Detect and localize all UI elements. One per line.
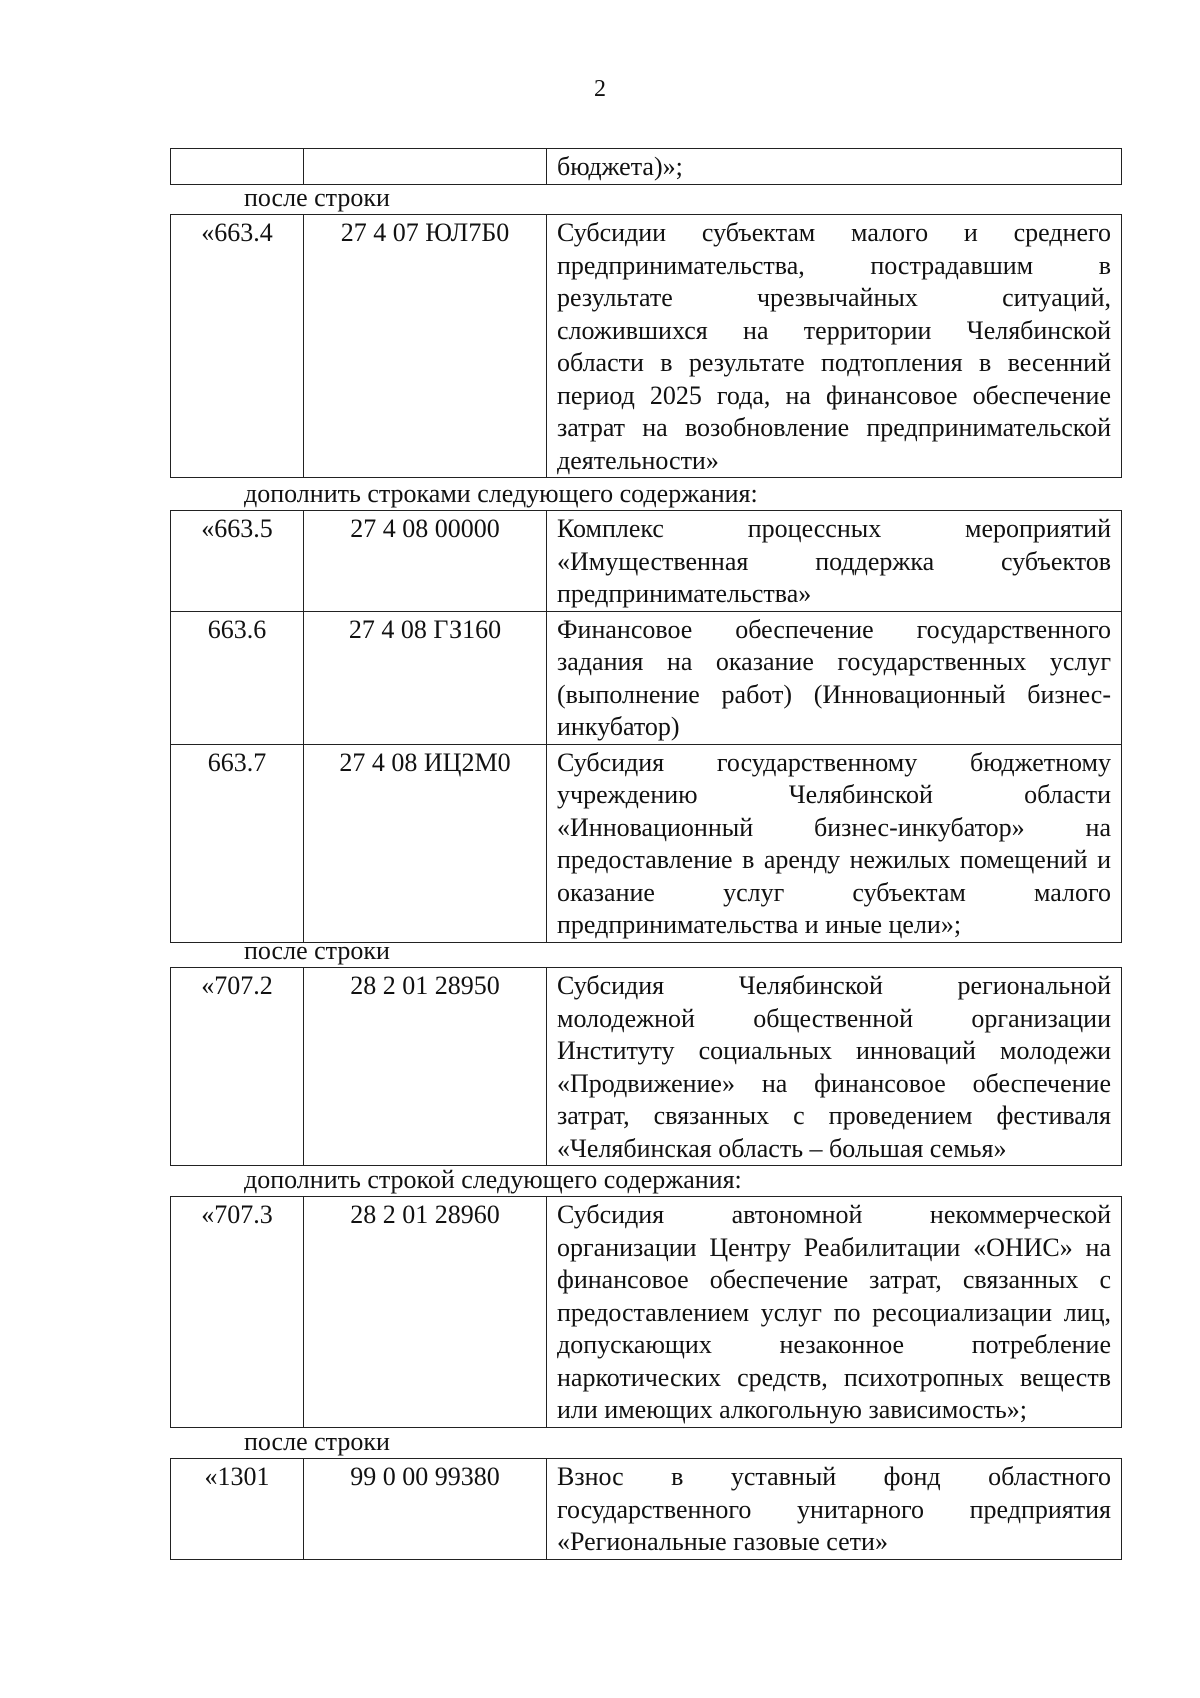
table-added-707-3 [170, 1196, 1122, 1428]
row-description-cell: Субсидии субъектам малого и среднего предпринимательства, пострадавшим в результате чрезвычайных ситуаций, сложившихся на территории Челябинской области в результате подтопления в весенний период 2025 года, на финансовое обеспечение затрат на возобновление предпринимательской деятельности» [547, 215, 1122, 478]
table-row [171, 1197, 1122, 1428]
row-description-cell: Финансовое обеспечение государственного задания на оказание государственных услуг (выполнение работ) (Инновационный бизнес-инкубатор) [547, 611, 1122, 744]
row-number-cell: «1301 [171, 1459, 304, 1560]
row-code-cell: 99 0 00 99380 [304, 1459, 547, 1560]
instruction-after-row: после строки [244, 183, 390, 212]
instruction-after-row: после строки [244, 1427, 390, 1456]
table-after-663-4 [170, 214, 1122, 478]
row-code-cell: 28 2 01 28950 [304, 968, 547, 1166]
row-code-cell: 28 2 01 28960 [304, 1197, 547, 1428]
table-row [171, 611, 1122, 744]
row-description-cell: Взнос в уставный фонд областного государственного унитарного предприятия «Региональные газовые сети» [547, 1459, 1122, 1560]
row-number-cell: «663.5 [171, 511, 304, 612]
row-description-cell: Субсидия государственному бюджетному учреждению Челябинской области «Инновационный бизнес-инкубатор» на предоставление в аренду нежилых помещений и оказание услуг субъектам малого предпринимательства и иные цели»; [547, 744, 1122, 942]
table-row [171, 511, 1122, 612]
row-code-cell: 27 4 07 ЮЛ7Б0 [304, 215, 547, 478]
row-code-cell: 27 4 08 ИЦ2М0 [304, 744, 547, 942]
row-description-cell: Комплекс процессных мероприятий «Имущественная поддержка субъектов предпринимательства» [547, 511, 1122, 612]
table-row [171, 744, 1122, 942]
row-code-cell: 27 4 08 00000 [304, 511, 547, 612]
instruction-after-row: после строки [244, 936, 390, 965]
row-number-cell [171, 149, 304, 185]
instruction-add-row: дополнить строкой следующего содержания: [244, 1165, 742, 1194]
row-number-cell: 663.7 [171, 744, 304, 942]
row-description-cell: Субсидия Челябинской региональной молодежной общественной организации Институту социальных инноваций молодежи «Продвижение» на финансовое обеспечение затрат, связанных с проведением фестиваля «Челябинская область – большая семья» [547, 968, 1122, 1166]
table-after-1301 [170, 1458, 1122, 1560]
row-description-cell: бюджета)»; [547, 149, 1122, 185]
row-code-cell: 27 4 08 ГЗ160 [304, 611, 547, 744]
table-after-707-2 [170, 967, 1122, 1166]
table-row [171, 149, 1122, 185]
row-code-cell [304, 149, 547, 185]
row-number-cell: «707.2 [171, 968, 304, 1166]
table-row [171, 1459, 1122, 1560]
row-description-cell: Субсидия автономной некоммерческой организации Центру Реабилитации «ОНИС» на финансовое обеспечение затрат, связанных с предоставлением услуг по ресоциализации лиц, допускающих незаконное потребление наркотических средств, психотропных веществ или имеющих алкогольную зависимость»; [547, 1197, 1122, 1428]
table-row [171, 968, 1122, 1166]
row-number-cell: «663.4 [171, 215, 304, 478]
table-added-rows [170, 510, 1122, 943]
table-continuation [170, 148, 1122, 185]
row-number-cell: 663.6 [171, 611, 304, 744]
instruction-add-rows: дополнить строками следующего содержания: [244, 479, 758, 508]
table-row [171, 215, 1122, 478]
row-number-cell: «707.3 [171, 1197, 304, 1428]
page-number: 2 [594, 76, 606, 102]
